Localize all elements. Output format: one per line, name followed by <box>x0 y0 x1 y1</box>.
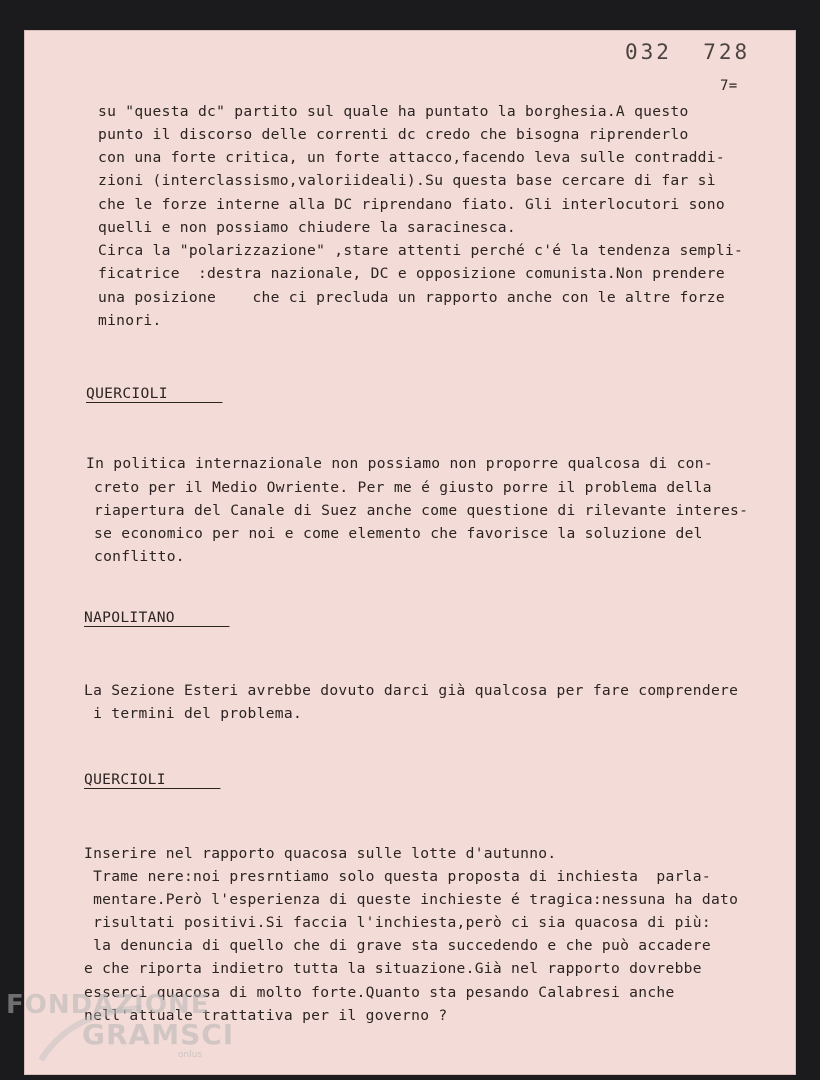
speaker-name: QUERCIOLI <box>84 771 166 788</box>
text-line: con una forte critica, un forte attacco,facendo leva sulle contraddi- <box>98 149 725 166</box>
watermark-line3: onlus <box>178 1050 203 1060</box>
watermark-line2: GRAMSCI <box>82 1018 235 1051</box>
text-line: una posizione che ci precluda un rapporto anche con le altre forze <box>98 289 725 306</box>
text-line: riapertura del Canale di Suez anche come questione di rilevante interes- <box>94 502 749 519</box>
text-line: punto il discorso delle correnti dc credo che bisogna riprenderlo <box>98 126 689 143</box>
text-line: In politica internazionale non possiamo non proporre qualcosa di con- <box>86 455 713 472</box>
text-line: esserci quacosa di molto forte.Quanto sta pesando Calabresi anche <box>84 984 675 1001</box>
text-line: su "questa dc" partito sul quale ha puntato la borghesia.A questo <box>98 103 689 120</box>
speaker-name: QUERCIOLI <box>86 385 168 402</box>
text-line: risultati positivi.Si faccia l'inchiesta,però ci sia quacosa di più: <box>84 914 711 931</box>
text-line: Inserire nel rapporto quacosa sulle lotte d'autunno. <box>84 845 557 862</box>
text-line: nell'attuale trattativa per il governo ? <box>84 1007 448 1024</box>
text-line: conflitto. <box>94 548 185 565</box>
text-line: La Sezione Esteri avrebbe dovuto darci già qualcosa per fare comprendere <box>84 682 739 699</box>
text-line: e che riporta indietro tutta la situazione.Già nel rapporto dovrebbe <box>84 960 702 977</box>
text-line: che le forze interne alla DC riprendano fiato. Gli interlocutori sono <box>98 196 725 213</box>
text-line: la denuncia di quello che di grave sta succedendo e che può accadere <box>84 937 711 954</box>
text-line: quelli e non possiamo chiudere la saracinesca. <box>98 219 516 236</box>
text-line: Trame nere:noi presrntiamo solo questa proposta di inchiesta parla- <box>84 868 711 885</box>
text-line: i termini del problema. <box>84 705 303 722</box>
speaker-name: NAPOLITANO <box>84 609 175 626</box>
watermark-line1: FONDAZIONE <box>6 990 210 1020</box>
page-number: 7= <box>720 78 738 94</box>
text-line: Circa la "polarizzazione" ,stare attenti perché c'é la tendenza sempli- <box>98 242 744 259</box>
document-number: 032 728 <box>625 40 751 64</box>
text-line: ficatrice :destra nazionale, DC e opposizione comunista.Non prendere <box>98 265 725 282</box>
text-line: se economico per noi e come elemento che favorisce la soluzione del <box>94 525 703 542</box>
text-line: zioni (interclassismo,valoriideali).Su questa base cercare di far sì <box>98 172 716 189</box>
text-line: minori. <box>98 312 162 329</box>
text-line: mentare.Però l'esperienza di queste inchieste é tragica:nessuna ha dato <box>84 891 739 908</box>
text-line: creto per il Medio Owriente. Per me é giusto porre il problema della <box>94 479 712 496</box>
